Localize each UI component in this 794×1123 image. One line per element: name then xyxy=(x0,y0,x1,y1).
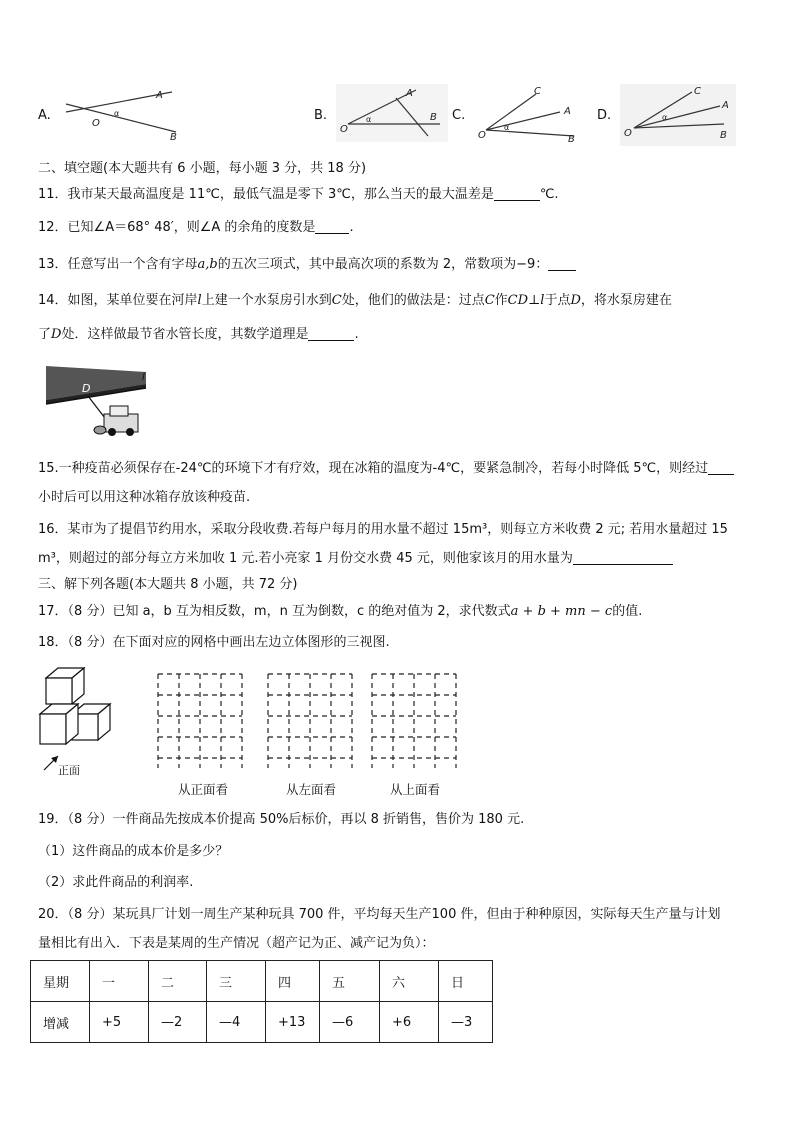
answer-blank-14[interactable] xyxy=(308,326,354,341)
svg-text:α: α xyxy=(662,113,668,122)
table-cell: —2 xyxy=(149,1002,207,1043)
question-19-sub-1: （1）这件商品的成本价是多少？ xyxy=(38,844,229,859)
question-14-line-1: 14．如图，某单位要在河岸l上建一个水泵房引水到C处，他们的做法是：过点C作CD⊥l于点D，将水泵房建在 xyxy=(38,293,672,308)
question-20-line-1: 20．（8 分）某玩具厂计划一周生产某种玩具 700 件，平均每天生产100 件，但由于种种原因，实际每天生产量与计划 xyxy=(38,907,721,922)
table-cell: 五 xyxy=(320,961,380,1002)
cube-stack-figure xyxy=(38,664,120,776)
label-O: O xyxy=(92,118,100,129)
section-3-heading: 三、解下列各题(本大题共 8 小题，共 72 分) xyxy=(38,577,298,592)
question-15-line-2: 小时后可以用这种冰箱存放该种疫苗. xyxy=(38,490,251,505)
answer-blank-11[interactable] xyxy=(494,186,540,201)
angle-figure-d xyxy=(620,84,736,146)
table-cell: 二 xyxy=(149,961,207,1002)
table-cell: 三 xyxy=(207,961,266,1002)
table-cell: +5 xyxy=(90,1002,149,1043)
question-19-sub-2: （2）求此件商品的利润率. xyxy=(38,875,194,890)
angle-figure-b xyxy=(336,84,448,142)
option-label-a: A. xyxy=(38,108,51,123)
question-20-line-2: 量相比有出入．下表是某周的生产情况（超产记为正、减产记为负）： xyxy=(38,936,435,951)
grid-top[interactable] xyxy=(372,674,456,768)
view-grids xyxy=(156,670,466,774)
table-row xyxy=(31,961,493,1002)
table-row xyxy=(31,1002,493,1043)
svg-text:α: α xyxy=(366,115,372,124)
option-label-b: B. xyxy=(314,108,328,123)
table-cell: 增减 xyxy=(31,1002,90,1043)
table-cell: +13 xyxy=(266,1002,320,1043)
question-12: 12．已知∠A＝68° 48′，则∠A 的余角的度数是 . xyxy=(38,220,354,235)
question-18: 18．（8 分）在下面对应的网格中画出左边立体图形的三视图. xyxy=(38,635,390,650)
table-cell: 日 xyxy=(439,961,493,1002)
answer-blank-13[interactable] xyxy=(548,256,576,271)
caption-front-view: 从正面看 xyxy=(178,782,229,797)
question-16-line-1: 16．某市为了提倡节约用水，采取分段收费.若每户每月的用水量不超过 15m³，则每立方米收费 2 元; 若用水量超过 15 xyxy=(38,522,728,537)
svg-text:α: α xyxy=(504,123,510,132)
svg-text:O: O xyxy=(624,128,632,139)
grid-front[interactable] xyxy=(158,674,242,768)
answer-blank-16[interactable] xyxy=(573,550,673,565)
question-11: 11．我市某天最高温度是 11℃，最低气温是零下 3℃，那么当天的最大温差是 ℃. xyxy=(38,187,559,202)
label-l: l xyxy=(142,372,145,383)
angle-figure-a xyxy=(58,84,188,142)
angle-figure-c xyxy=(474,84,584,142)
svg-text:B: B xyxy=(568,134,575,142)
svg-text:A: A xyxy=(722,100,729,111)
svg-text:B: B xyxy=(720,130,727,141)
question-13: 13．任意写出一个含有字母a,b的五次三项式，其中最高次项的系数为 2，常数项为−9： xyxy=(38,256,576,274)
svg-text:C: C xyxy=(694,86,701,97)
water-pump-house-icon xyxy=(94,406,138,436)
label-alpha: α xyxy=(114,109,120,118)
question-14-line-2: 了D处．这样做最节省水管长度，其数学道理是 . xyxy=(38,327,359,342)
question-15-line-1: 15.一种疫苗必须保存在-24℃的环境下才有疗效，现在冰箱的温度为-4℃，要紧急制冷，若每小时降低 5℃，则经过 xyxy=(38,460,734,478)
label-B: B xyxy=(170,132,177,142)
svg-text:C: C xyxy=(534,86,541,97)
label-A: A xyxy=(156,90,163,101)
svg-text:A: A xyxy=(406,88,413,99)
table-cell: 一 xyxy=(90,961,149,1002)
svg-text:A: A xyxy=(564,106,571,117)
section-2-heading: 二、填空题(本大题共有 6 小题，每小题 3 分，共 18 分) xyxy=(38,161,367,176)
production-table xyxy=(30,960,493,1043)
front-label: 正面 xyxy=(58,764,80,776)
table-cell: 六 xyxy=(380,961,439,1002)
grid-left[interactable] xyxy=(268,674,352,768)
table-cell: —3 xyxy=(439,1002,493,1043)
question-19: 19．（8 分）一件商品先按成本价提高 50%后标价，再以 8 折销售，售价为 180 元. xyxy=(38,812,525,827)
table-cell: +6 xyxy=(380,1002,439,1043)
svg-text:B: B xyxy=(430,112,437,123)
table-cell: 星期 xyxy=(31,961,90,1002)
table-cell: —6 xyxy=(320,1002,380,1043)
caption-left-view: 从左面看 xyxy=(286,782,337,797)
option-label-d: D. xyxy=(597,108,612,123)
caption-top-view: 从上面看 xyxy=(390,782,441,797)
table-cell: 四 xyxy=(266,961,320,1002)
answer-blank-15[interactable] xyxy=(708,460,734,475)
svg-text:O: O xyxy=(340,124,348,135)
table-cell: —4 xyxy=(207,1002,266,1043)
question-16-line-2: m³，则超过的部分每立方米加收 1 元.若小亮家 1 月份交水费 45 元，则他家该月的用水量为 xyxy=(38,550,673,568)
option-label-c: C. xyxy=(452,108,466,123)
label-D: D xyxy=(82,382,91,395)
question-17: 17．（8 分）已知 a，b 互为相反数，m，n 互为倒数，c 的绝对值为 2，求代数式a + b + mn − c的值. xyxy=(38,604,643,619)
svg-text:O: O xyxy=(478,130,486,141)
answer-blank-12[interactable] xyxy=(315,219,349,234)
river-bank-figure xyxy=(46,358,150,440)
